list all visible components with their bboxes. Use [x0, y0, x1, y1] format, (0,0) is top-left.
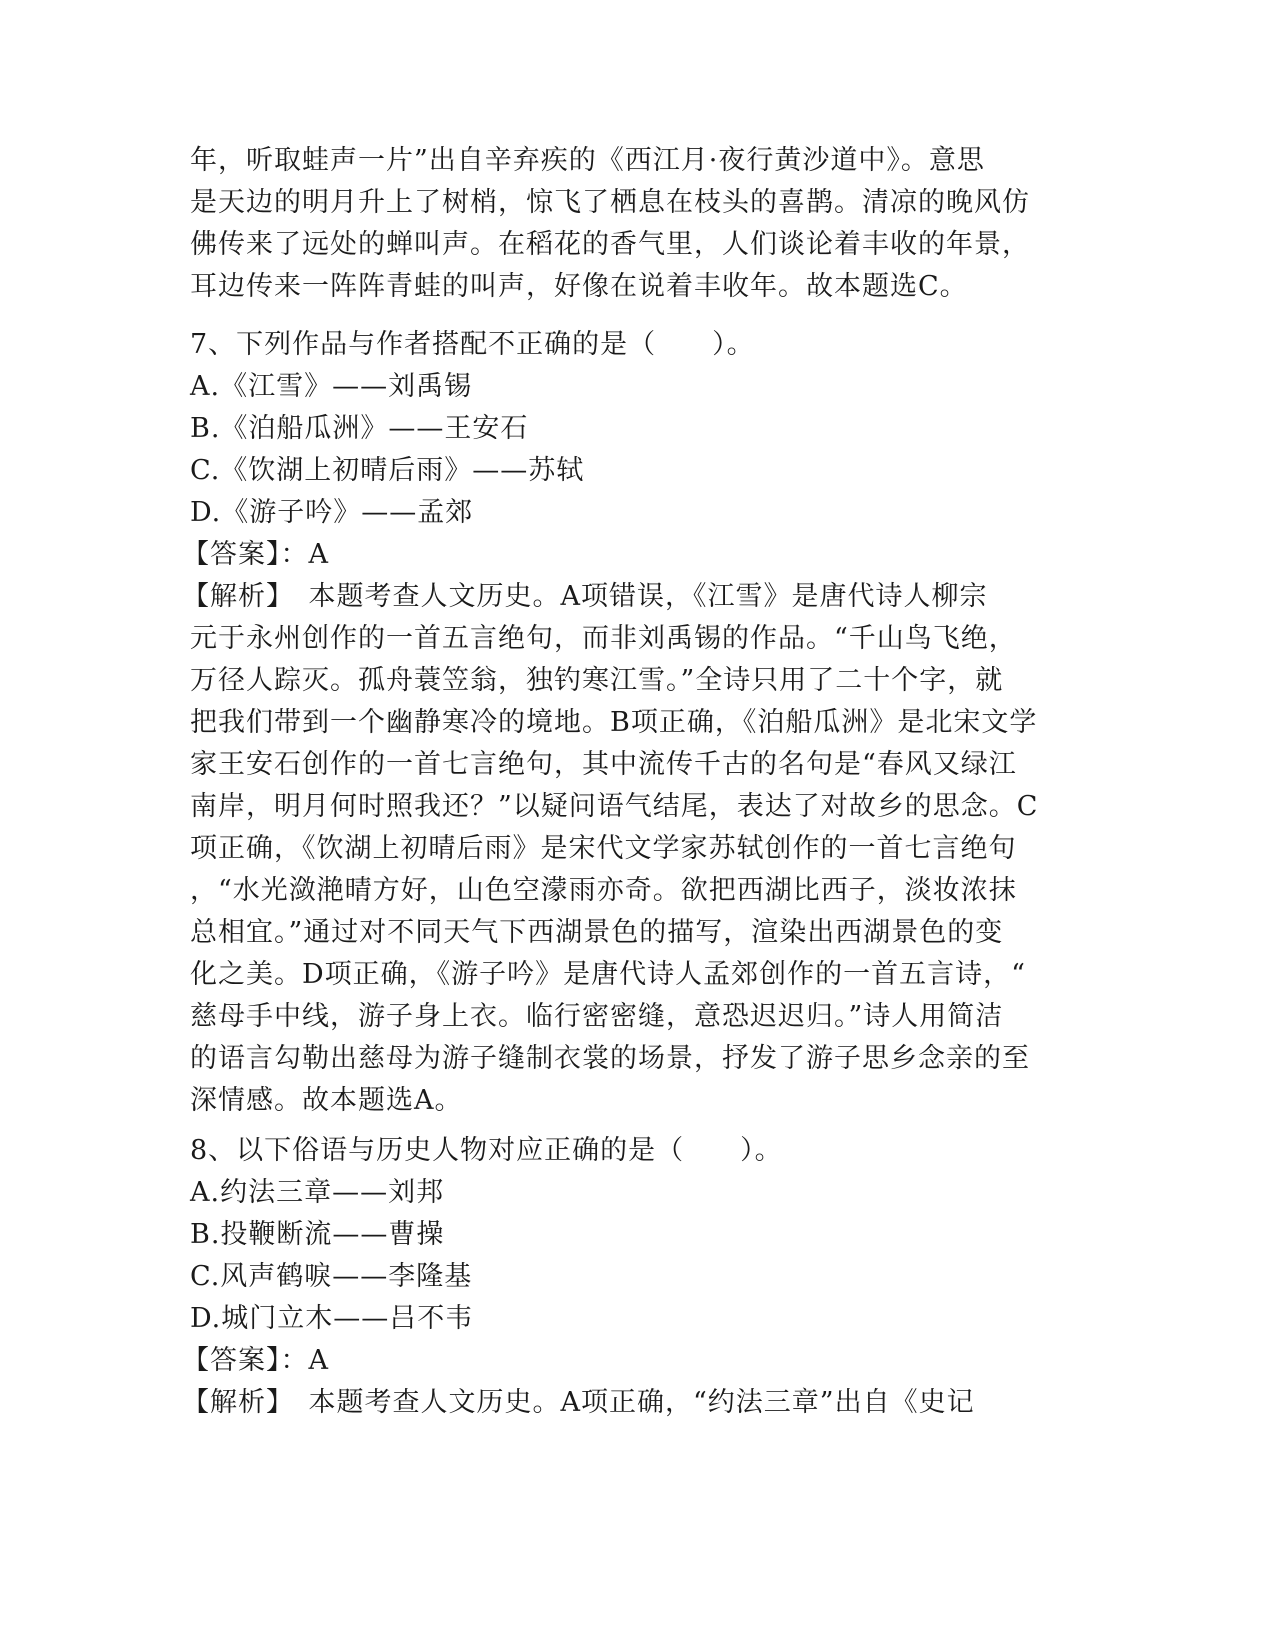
- question-stem: 7、下列作品与作者搭配不正确的是（ ）。: [190, 329, 755, 360]
- explanation-line: 【解析】 本题考查人文历史。A项错误，《江雪》是唐代诗人柳宗: [182, 581, 988, 612]
- question-stem: 8、以下俗语与历史人物对应正确的是（ ）。: [190, 1135, 783, 1166]
- explanation-line: 把我们带到一个幽静寒冷的境地。B项正确，《泊船瓜洲》是北宋文学: [190, 707, 1038, 738]
- option-c: C.《饮湖上初晴后雨》——苏轼: [190, 455, 585, 486]
- explanation-line: ，“水光潋滟晴方好，山色空濛雨亦奇。欲把西湖比西子，淡妆浓抹: [190, 875, 1017, 906]
- explanation-line: 的语言勾勒出慈母为游子缝制衣裳的场景，抒发了游子思乡念亲的至: [190, 1043, 1030, 1074]
- explanation-line: 化之美。D项正确，《游子吟》是唐代诗人孟郊创作的一首五言诗，“: [190, 959, 1026, 990]
- explanation-line: 是天边的明月升上了树梢，惊飞了栖息在枝头的喜鹊。清凉的晚风仿: [190, 187, 1030, 218]
- option-d: D.《游子吟》——孟郊: [190, 497, 474, 528]
- explanation-line: 项正确，《饮湖上初晴后雨》是宋代文学家苏轼创作的一首七言绝句: [190, 833, 1017, 864]
- explanation-line: 万径人踪灭。孤舟蓑笠翁，独钓寒江雪。”全诗只用了二十个字，就: [190, 665, 1004, 696]
- explanation-line: 慈母手中线，游子身上衣。临行密密缝，意恐迟迟归。”诗人用简洁: [190, 1001, 1004, 1032]
- explanation-line: 深情感。故本题选A。: [190, 1085, 463, 1116]
- explanation-line: 耳边传来一阵阵青蛙的叫声，好像在说着丰收年。故本题选C。: [190, 271, 968, 302]
- option-a: A.约法三章——刘邦: [190, 1177, 445, 1208]
- explanation-line: 总相宜。”通过对不同天气下西湖景色的描写，渲染出西湖景色的变: [190, 917, 1004, 948]
- explanation-line: 年，听取蛙声一片”出自辛弃疾的《西江月·夜行黄沙道中》。意思: [190, 145, 985, 176]
- option-c: C.风声鹤唳——李隆基: [190, 1261, 473, 1292]
- explanation-line: 元于永州创作的一首五言绝句，而非刘禹锡的作品。“千山鸟飞绝，: [190, 623, 1017, 654]
- option-a: A.《江雪》——刘禹锡: [190, 371, 473, 402]
- option-b: B.《泊船瓜洲》——王安石: [190, 413, 529, 444]
- explanation-line: 南岸，明月何时照我还？”以疑问语气结尾，表达了对故乡的思念。C: [190, 791, 1039, 822]
- answer: 【答案】：A: [182, 539, 329, 570]
- explanation-line: 佛传来了远处的蝉叫声。在稻花的香气里，人们谈论着丰收的年景，: [190, 229, 1030, 260]
- explanation-line: 【解析】 本题考查人文历史。A项正确，“约法三章”出自《史记: [182, 1387, 975, 1418]
- answer: 【答案】：A: [182, 1345, 329, 1376]
- explanation-line: 家王安石创作的一首七言绝句，其中流传千古的名句是“春风又绿江: [190, 749, 1017, 780]
- option-d: D.城门立木——吕不韦: [190, 1303, 474, 1334]
- option-b: B.投鞭断流——曹操: [190, 1219, 445, 1250]
